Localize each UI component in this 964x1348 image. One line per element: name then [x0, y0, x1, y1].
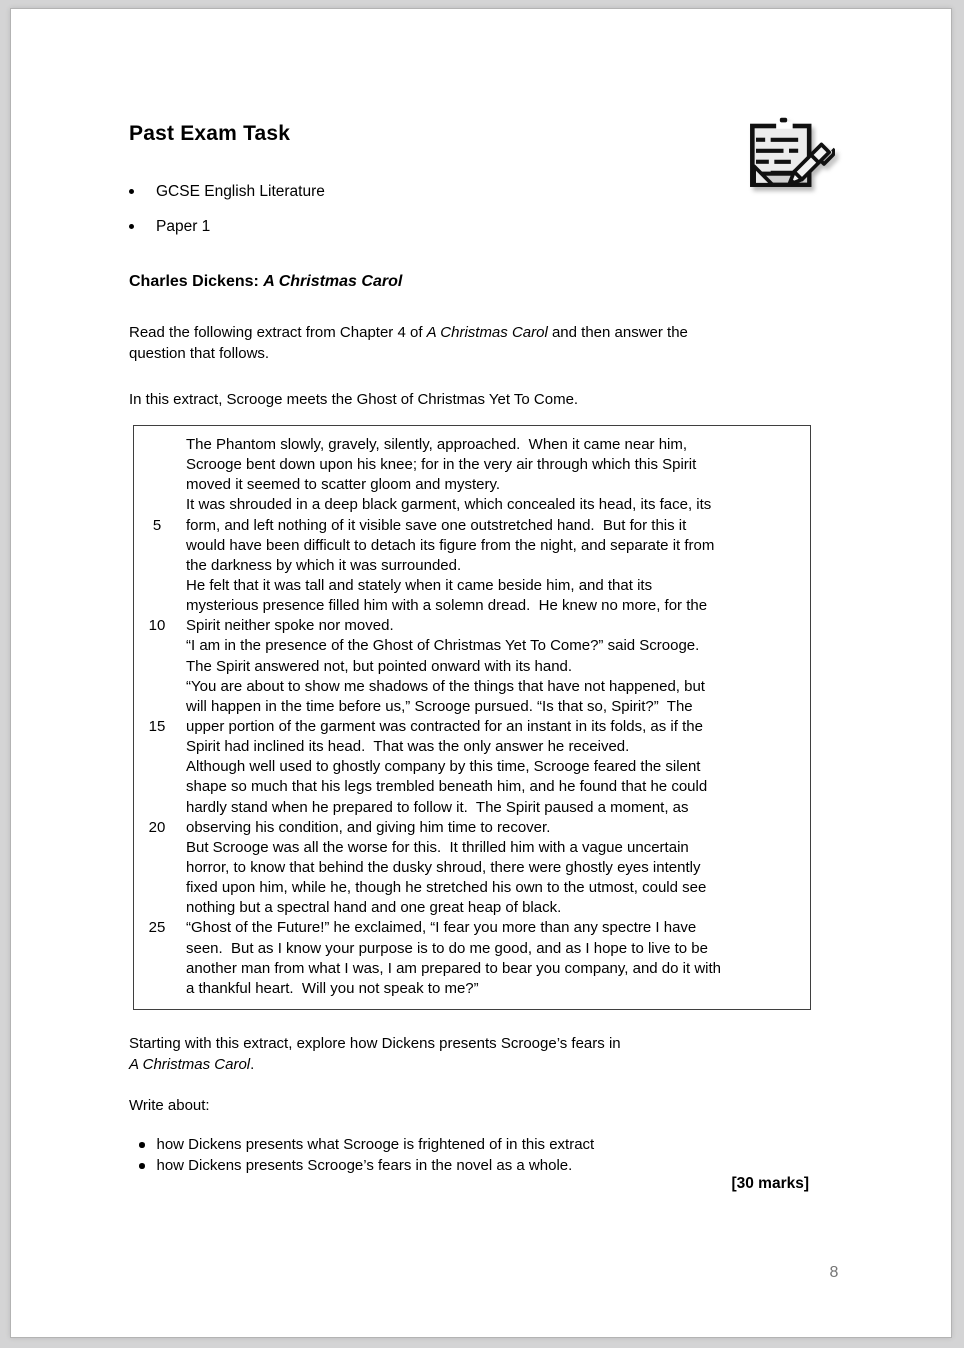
extract-line-text: He felt that it was tall and stately when it came beside him, and that its	[186, 576, 653, 594]
author-label: Charles Dickens:	[129, 273, 264, 290]
extract-line	[134, 757, 810, 777]
marks-label: [30 marks]	[731, 1175, 809, 1192]
extract-line-text: But Scrooge was all the worse for this. It thrilled him with a vague uncertain	[186, 838, 689, 856]
instruction-paragraph	[129, 322, 688, 364]
extract-line-text: would have been difficult to detach its figure from the night, and separate it from	[186, 536, 715, 554]
extract-line	[134, 455, 810, 475]
extract-line-text: Spirit had inclined its head. That was the only answer he received.	[186, 738, 630, 756]
header-bullet-label: Paper 1	[156, 218, 211, 235]
extract-line-text: Spirit neither spoke nor moved.	[186, 617, 394, 635]
extract-line-number: 15	[148, 717, 166, 735]
extract-line-text: It was shrouded in a deep black garment, which concealed its head, its face, its	[186, 496, 712, 514]
extract-line	[134, 677, 810, 697]
extract-line	[134, 858, 810, 878]
bullet-dot-icon	[139, 1142, 145, 1148]
extract-line-number: 20	[148, 818, 166, 836]
section-heading	[129, 273, 402, 291]
extract-line-text: hardly stand when he prepared to follow it. The Spirit paused a moment, as	[186, 798, 689, 816]
instruction-text: and then answer the	[547, 324, 688, 341]
extract-line-text: upper portion of the garment was contracted for an instant in its folds, as if the	[186, 717, 703, 735]
header-bullet-item	[129, 218, 749, 236]
extract-line	[134, 959, 810, 979]
question-bullet-item	[139, 1134, 779, 1155]
extract-line-text: Although well used to ghostly company by this time, Scrooge feared the silent	[186, 758, 701, 776]
extract-line-text: observing his condition, and giving him time to recover.	[186, 818, 551, 836]
question-bullet-label: how Dickens presents what Scrooge is frightened of in this extract	[156, 1136, 595, 1153]
question-bullet-label: how Dickens presents Scrooge’s fears in the novel as a whole.	[156, 1157, 573, 1174]
extract-line-text: will happen in the time before us,” Scrooge pursued. “Is that so, Spirit?” The	[186, 697, 693, 715]
extract-line-number: 5	[152, 516, 162, 534]
extract-line-text: mysterious presence filled him with a solemn dread. He knew no more, for the	[186, 597, 708, 615]
context-paragraph: In this extract, Scrooge meets the Ghost of Christmas Yet To Come.	[129, 391, 579, 408]
extract-line-text: moved it seemed to scatter gloom and mystery.	[186, 476, 501, 494]
extract-line	[134, 939, 810, 959]
extract-line-number: 25	[148, 919, 166, 937]
extract-line	[134, 435, 810, 455]
extract-line	[134, 777, 810, 797]
extract-line	[134, 616, 810, 636]
extract-line-text: Scrooge bent down upon his knee; for in the very air through which this Spirit	[186, 456, 697, 474]
extract-line-text: “You are about to show me shadows of the things that have not happened, but	[186, 677, 705, 695]
extract-line	[134, 475, 810, 495]
instruction-text: question that follows.	[129, 345, 270, 362]
write-about-label: Write about:	[129, 1097, 210, 1114]
header-bullet-item	[129, 183, 749, 201]
page-title: Past Exam Task	[129, 122, 291, 145]
extract-line	[134, 657, 810, 677]
bullet-dot-icon	[129, 224, 134, 229]
extract-line-text: The Spirit answered not, but pointed onward with its hand.	[186, 657, 573, 675]
extract-line-text: a thankful heart. Will you not speak to me?”	[186, 979, 479, 997]
extract-line-number: 10	[148, 617, 166, 635]
extract-line-text: “Ghost of the Future!” he exclaimed, “I fear you more than any spectre I have	[186, 919, 697, 937]
extract-line	[134, 576, 810, 596]
question-text: Starting with this extract, explore how Dickens presents Scrooge’s fears in	[129, 1035, 621, 1052]
extract-line	[134, 838, 810, 858]
book-title-inline: A Christmas Carol	[426, 324, 548, 341]
bullet-dot-icon	[129, 189, 134, 194]
extract-line	[134, 596, 810, 616]
question-text: .	[250, 1056, 255, 1073]
extract-line	[134, 556, 810, 576]
extract-line-text: another man from what I was, I am prepared to bear you company, and do it with	[186, 959, 721, 977]
question-bullet-item	[139, 1155, 779, 1176]
extract-line-text: shape so much that his legs trembled beneath him, and he found that he could	[186, 778, 708, 796]
bullet-dot-icon	[139, 1163, 145, 1169]
extract-line	[134, 918, 810, 938]
extract-line	[134, 697, 810, 717]
extract-line	[134, 717, 810, 737]
instruction-text: Read the following extract from Chapter 4 of	[129, 324, 427, 341]
extract-line-text: horror, to know that behind the dusky shroud, there were ghostly eyes intently	[186, 858, 701, 876]
extract-line	[134, 536, 810, 556]
question-paragraph	[129, 1033, 621, 1075]
extract-line	[134, 636, 810, 656]
extract-line	[134, 516, 810, 536]
extract-line	[134, 818, 810, 838]
extract-line-text: the darkness by which it was surrounded.	[186, 556, 462, 574]
document-and-pen-icon	[743, 115, 835, 203]
extract-line	[134, 495, 810, 515]
extract-line-text: seen. But as I know your purpose is to do me good, and as I hope to live to be	[186, 939, 708, 957]
extract-line	[134, 878, 810, 898]
extract-line-text: form, and left nothing of it visible save one outstretched hand. But for this it	[186, 516, 687, 534]
extract-line	[134, 898, 810, 918]
book-title-inline: A Christmas Carol	[129, 1056, 251, 1073]
header-bullet-label: GCSE English Literature	[156, 183, 325, 200]
extract-line-text: nothing but a spectral hand and one great heap of black.	[186, 899, 562, 917]
extract-line	[134, 798, 810, 818]
extract-line	[134, 979, 810, 999]
book-title-label: A Christmas Carol	[263, 273, 403, 290]
page-number: 8	[829, 1264, 839, 1281]
extract-line	[134, 737, 810, 757]
document-page	[10, 8, 952, 1338]
extract-line-text: “I am in the presence of the Ghost of Christmas Yet To Come?” said Scrooge.	[186, 637, 700, 655]
extract-box	[133, 425, 811, 1010]
extract-line-text: The Phantom slowly, gravely, silently, approached. When it came near him,	[186, 436, 688, 453]
extract-line-text: fixed upon him, while he, though he stretched his own to the utmost, could see	[186, 879, 707, 897]
